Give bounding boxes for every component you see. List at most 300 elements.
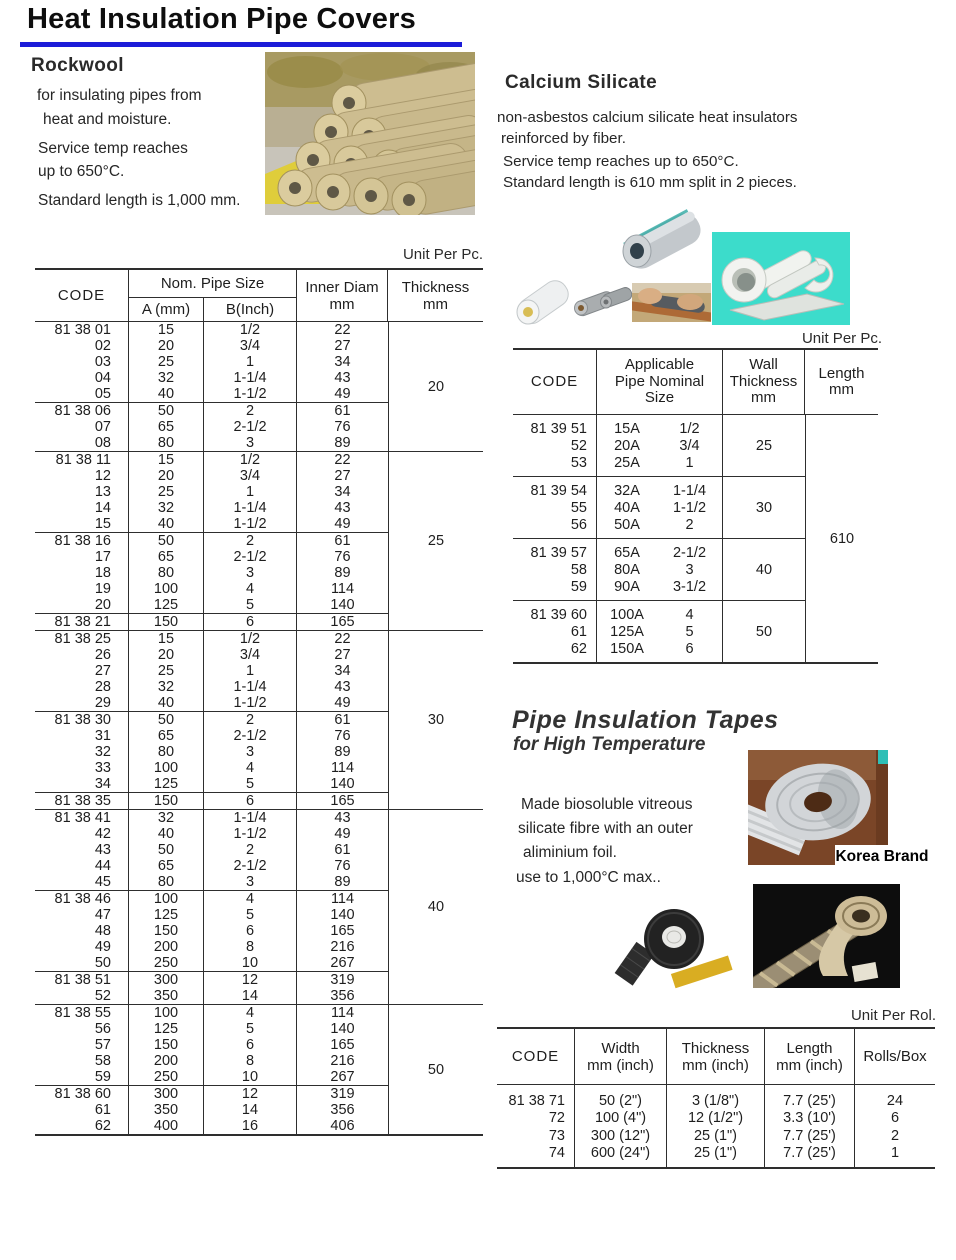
code-subgroup — [35, 792, 388, 809]
table-cell: 58 — [35, 1053, 129, 1069]
header-code: CODE — [497, 1029, 574, 1085]
table-cell: 50 — [129, 712, 204, 728]
table-cell: 5 — [204, 776, 297, 792]
header-rolls-box: Rolls/Box — [855, 1029, 935, 1085]
table-row — [35, 695, 388, 711]
table-cell: 1-1/2 — [204, 695, 297, 711]
table-cell: 25 — [129, 663, 204, 679]
table-cell: 04 — [35, 370, 129, 386]
rockwool-line: for insulating pipes from — [37, 87, 202, 104]
table-cell: 165 — [330, 614, 355, 630]
table-cell: 33 — [35, 760, 129, 776]
table-cell: 74 — [548, 1145, 565, 1162]
table-cell: 319 — [330, 972, 355, 988]
thickness-group — [35, 451, 483, 630]
header-wall-thickness: Wall Thickness mm — [723, 350, 805, 414]
table-cell: 1 — [204, 484, 297, 500]
table-cell: 1 — [204, 663, 297, 679]
table-cell: 20 — [129, 338, 204, 354]
table-cell: 52 — [570, 437, 587, 454]
table-cell: 81 38 35 — [35, 793, 129, 809]
table-cell: 43 — [334, 370, 351, 386]
wall-thickness-group — [513, 538, 805, 600]
table-row — [35, 419, 388, 435]
table-cell: 14 — [204, 988, 297, 1004]
table-cell: 81 38 30 — [35, 712, 129, 728]
table-cell: 300 — [129, 972, 204, 988]
table-cell: 81 38 06 — [35, 403, 129, 419]
tapes-line: Made biosoluble vitreous — [521, 796, 693, 813]
table-cell: 50 — [129, 842, 204, 858]
table-cell: 300 — [129, 1086, 204, 1102]
table-row — [35, 516, 388, 532]
code-subgroup — [35, 971, 388, 1004]
table-cell: 81 38 55 — [35, 1005, 129, 1021]
table-cell: 15 — [129, 631, 204, 647]
table-row — [35, 760, 388, 776]
code-subgroup — [35, 631, 388, 711]
table-cell: 32 — [129, 370, 204, 386]
tape-col-length — [765, 1085, 854, 1167]
calcium-table-body — [513, 415, 878, 664]
table-cell: 150 — [129, 614, 204, 630]
table-row — [35, 614, 388, 630]
table-cell: 89 — [334, 435, 351, 451]
table-cell: 140 — [330, 907, 355, 923]
table-cell: 12 — [35, 468, 129, 484]
table-cell: 32 — [129, 810, 204, 826]
table-row — [35, 338, 388, 354]
table-cell: 50 — [129, 533, 204, 549]
table-cell: 44 — [35, 858, 129, 874]
foil-pipe-cover-photo — [615, 203, 711, 269]
table-cell: 81 39 57 — [530, 544, 587, 561]
table-cell: 42 — [35, 826, 129, 842]
table-cell: 61 — [35, 1102, 129, 1118]
rockwool-line: Standard length is 1,000 mm. — [38, 192, 241, 209]
table-row — [35, 354, 388, 370]
table-cell: 81 38 25 — [35, 631, 129, 647]
header-length: Length mm (inch) — [765, 1029, 854, 1085]
code-subgroup — [35, 810, 388, 890]
header-applicable-size: Applicable Pipe Nominal Size — [597, 350, 723, 414]
table-cell: 2-1/2 — [204, 858, 297, 874]
table-cell: 56 — [35, 1021, 129, 1037]
table-cell: 59 — [35, 1069, 129, 1085]
table-cell: 26 — [35, 647, 129, 663]
table-cell: 3/4 — [204, 647, 297, 663]
table-cell: 2 — [204, 712, 297, 728]
table-cell: 22 — [334, 631, 351, 647]
rockwool-line: up to 650°C. — [38, 163, 125, 180]
table-cell: 08 — [35, 435, 129, 451]
table-row — [35, 810, 388, 826]
table-cell: 165 — [330, 923, 355, 939]
table-cell: 3 — [204, 744, 297, 760]
group-rows — [35, 631, 388, 809]
calcium-line: Standard length is 610 mm split in 2 pieces. — [503, 174, 797, 191]
table-cell: 73 — [548, 1127, 565, 1144]
table-cell: 267 — [330, 955, 355, 971]
code-subgroup — [35, 402, 388, 451]
table-cell: 6 — [204, 793, 297, 809]
calcium-table-groups — [513, 415, 805, 662]
table-cell: 7.7 (25') — [783, 1127, 836, 1144]
table-cell: 29 — [35, 695, 129, 711]
table-cell: 81 38 21 — [35, 614, 129, 630]
table-cell: 81 39 51 — [530, 420, 587, 437]
unit-label-calcium: Unit Per Pc. — [801, 330, 882, 347]
calcium-silicate-heading: Calcium Silicate — [505, 72, 658, 93]
table-cell: 125A 5 — [610, 623, 694, 640]
table-row — [35, 581, 388, 597]
table-cell: 80A 3 — [614, 561, 694, 578]
table-row — [35, 1021, 388, 1037]
table-cell: 50A 2 — [614, 516, 694, 533]
table-cell: 15 — [129, 322, 204, 338]
calcium-silicate-shapes-photo — [712, 232, 850, 325]
table-cell: 25 — [129, 354, 204, 370]
table-cell: 18 — [35, 565, 129, 581]
table-row — [35, 386, 388, 402]
table-row — [35, 403, 388, 419]
page-title: Heat Insulation Pipe Covers — [27, 3, 416, 35]
table-cell: 100 — [129, 1005, 204, 1021]
table-cell: 61 — [334, 842, 351, 858]
group-rows — [35, 452, 388, 630]
table-row — [35, 631, 388, 647]
table-cell: 140 — [330, 776, 355, 792]
table-cell: 1 — [890, 1145, 900, 1162]
black-tape-roll-photo — [612, 903, 740, 993]
table-cell: 81 38 16 — [35, 533, 129, 549]
group-sizes — [597, 477, 723, 538]
table-cell: 43 — [334, 500, 351, 516]
table-cell: 49 — [334, 826, 351, 842]
brand-label: Korea Brand — [835, 845, 929, 868]
table-cell: 49 — [334, 516, 351, 532]
code-subgroup — [35, 452, 388, 532]
table-cell: 100A 4 — [610, 606, 694, 623]
group-sizes — [597, 601, 723, 662]
group-codes — [513, 477, 597, 538]
group-rows — [35, 1005, 388, 1134]
header-inner-diam: Inner Diam mm — [297, 270, 388, 321]
table-row — [35, 1118, 388, 1134]
table-cell: 65A 2-1/2 — [614, 544, 707, 561]
table-cell: 10 — [204, 955, 297, 971]
header-nom-pipe-size: Nom. Pipe Size — [129, 270, 296, 298]
thickness-group — [35, 322, 483, 451]
table-cell: 8 — [204, 939, 297, 955]
table-row — [35, 1069, 388, 1085]
table-cell: 34 — [35, 776, 129, 792]
group-codes — [513, 601, 597, 662]
table-cell: 6 — [204, 1037, 297, 1053]
table-cell: 61 — [334, 403, 351, 419]
table-cell: 3 (1/8") — [691, 1092, 740, 1109]
table-cell: 1 — [204, 354, 297, 370]
table-row — [35, 679, 388, 695]
table-cell: 50 — [35, 955, 129, 971]
table-cell: 81 38 01 — [35, 322, 129, 338]
table-cell: 81 38 46 — [35, 891, 129, 907]
table-cell: 2 — [204, 842, 297, 858]
tapes-subheading: for High Temperature — [513, 734, 706, 755]
table-cell: 76 — [334, 728, 351, 744]
table-cell: 72 — [548, 1110, 565, 1127]
table-cell: 45 — [35, 874, 129, 890]
table-cell: 100 (4") — [594, 1110, 647, 1127]
table-cell: 61 — [570, 623, 587, 640]
table-cell: 81 39 60 — [530, 606, 587, 623]
table-cell: 40 — [129, 695, 204, 711]
table-cell: 81 38 60 — [35, 1086, 129, 1102]
table-cell: 150 — [129, 923, 204, 939]
table-cell: 61 — [334, 712, 351, 728]
group-codes — [513, 415, 597, 476]
calcium-line: reinforced by fiber. — [501, 130, 626, 147]
code-subgroup — [35, 1005, 388, 1085]
table-cell: 59 — [570, 578, 587, 595]
tapes-line: use to 1,000°C max.. — [516, 869, 661, 886]
table-cell: 1/2 — [204, 322, 297, 338]
table-cell: 600 (24") — [590, 1145, 651, 1162]
code-subgroup — [35, 613, 388, 630]
table-cell: 2-1/2 — [204, 728, 297, 744]
table-cell: 350 — [129, 988, 204, 1004]
table-cell: 80 — [129, 744, 204, 760]
table-cell: 2 — [204, 403, 297, 419]
table-cell: 76 — [334, 549, 351, 565]
table-cell: 22 — [334, 452, 351, 468]
table-cell: 4 — [204, 1005, 297, 1021]
table-cell: 200 — [129, 1053, 204, 1069]
table-cell: 250 — [129, 1069, 204, 1085]
table-cell: 90A 3-1/2 — [614, 578, 707, 595]
table-cell: 4 — [204, 760, 297, 776]
table-cell: 12 — [204, 1086, 297, 1102]
table-cell: 165 — [330, 1037, 355, 1053]
table-cell: 40 — [129, 516, 204, 532]
table-cell: 250 — [129, 955, 204, 971]
table-row — [35, 907, 388, 923]
calcium-line: Service temp reaches up to 650°C. — [503, 153, 739, 170]
table-cell: 12 — [204, 972, 297, 988]
wall-thickness-value: 25 — [755, 437, 773, 454]
table-row — [35, 500, 388, 516]
table-cell: 5 — [204, 597, 297, 613]
table-cell: 14 — [204, 1102, 297, 1118]
table-cell: 1-1/4 — [204, 679, 297, 695]
table-cell: 19 — [35, 581, 129, 597]
table-cell: 40 — [129, 386, 204, 402]
table-cell: 28 — [35, 679, 129, 695]
table-cell: 350 — [129, 1102, 204, 1118]
tapes-line: aliminium foil. — [523, 844, 617, 861]
wall-thickness-value: 50 — [755, 623, 773, 640]
table-cell: 80 — [129, 435, 204, 451]
table-cell: 25A 1 — [614, 454, 694, 471]
table-cell: 1-1/4 — [204, 370, 297, 386]
table-cell: 10 — [204, 1069, 297, 1085]
length-value: 610 — [805, 415, 878, 662]
table-row — [35, 923, 388, 939]
table-cell: 4 — [204, 891, 297, 907]
table-cell: 1-1/4 — [204, 810, 297, 826]
table-cell: 07 — [35, 419, 129, 435]
table-row — [35, 1102, 388, 1118]
table-cell: 52 — [35, 988, 129, 1004]
table-cell: 49 — [334, 386, 351, 402]
table-row — [35, 972, 388, 988]
table-cell: 3/4 — [204, 468, 297, 484]
wall-thickness-value: 30 — [755, 499, 773, 516]
header-thickness: Thickness mm (inch) — [667, 1029, 764, 1085]
table-cell: 27 — [334, 468, 351, 484]
table-row — [35, 793, 388, 809]
table-cell: 43 — [334, 679, 351, 695]
rockwool-line: Service temp reaches — [38, 140, 188, 157]
table-cell: 65 — [129, 419, 204, 435]
table-cell: 100 — [129, 581, 204, 597]
group-codes — [513, 539, 597, 600]
thickness-value: 30 — [388, 631, 483, 809]
table-cell: 1-1/2 — [204, 386, 297, 402]
table-cell: 81 38 51 — [35, 972, 129, 988]
table-cell: 7.7 (25') — [783, 1092, 836, 1109]
table-cell: 6 — [890, 1110, 900, 1127]
table-cell: 5 — [204, 1021, 297, 1037]
table-cell: 20A 3/4 — [614, 437, 700, 454]
table-row — [35, 955, 388, 971]
table-cell: 89 — [334, 744, 351, 760]
tapes-line: silicate fibre with an outer — [518, 820, 693, 837]
thickness-group — [35, 630, 483, 809]
table-cell: 7.7 (25') — [783, 1145, 836, 1162]
wall-thickness-group — [513, 415, 805, 476]
table-cell: 80 — [129, 565, 204, 581]
table-cell: 24 — [886, 1092, 904, 1109]
calcium-table — [513, 348, 878, 664]
table-cell: 47 — [35, 907, 129, 923]
table-cell: 5 — [204, 907, 297, 923]
table-row — [35, 776, 388, 792]
table-cell: 267 — [330, 1069, 355, 1085]
table-row — [35, 842, 388, 858]
table-row — [35, 858, 388, 874]
rockwool-heading: Rockwool — [31, 55, 124, 76]
header-width: Width mm (inch) — [575, 1029, 666, 1085]
table-row — [35, 728, 388, 744]
table-cell: 356 — [330, 1102, 355, 1118]
table-cell: 406 — [330, 1118, 355, 1134]
table-cell: 32 — [129, 500, 204, 516]
table-cell: 114 — [330, 891, 355, 907]
header-length: Length mm — [818, 364, 865, 398]
wall-thickness-group — [513, 476, 805, 538]
table-cell: 34 — [334, 663, 351, 679]
table-cell: 43 — [35, 842, 129, 858]
table-cell: 34 — [334, 484, 351, 500]
table-cell: 62 — [570, 640, 587, 657]
table-cell: 55 — [570, 499, 587, 516]
table-row — [35, 1053, 388, 1069]
table-cell: 125 — [129, 1021, 204, 1037]
table-cell: 48 — [35, 923, 129, 939]
table-cell: 43 — [334, 810, 351, 826]
table-row — [35, 322, 388, 338]
table-cell: 76 — [334, 858, 351, 874]
table-cell: 3.3 (10') — [783, 1110, 836, 1127]
tape-col-rolls — [855, 1085, 935, 1167]
table-row — [35, 549, 388, 565]
table-cell: 20 — [129, 468, 204, 484]
table-cell: 2 — [204, 533, 297, 549]
rockwool-photo — [265, 52, 475, 215]
table-cell: 2 — [890, 1127, 900, 1144]
table-cell: 216 — [330, 1053, 355, 1069]
table-cell: 140 — [330, 597, 355, 613]
table-cell: 31 — [35, 728, 129, 744]
table-row — [35, 939, 388, 955]
table-row — [35, 533, 388, 549]
table-cell: 27 — [334, 647, 351, 663]
table-cell: 150 — [129, 793, 204, 809]
table-cell: 81 38 41 — [35, 810, 129, 826]
table-cell: 89 — [334, 565, 351, 581]
header-code: CODE — [513, 350, 597, 414]
title-underline — [20, 42, 462, 47]
table-cell: 114 — [330, 760, 355, 776]
table-cell: 25 — [129, 484, 204, 500]
table-cell: 80 — [129, 874, 204, 890]
thickness-group — [35, 809, 483, 1004]
table-cell: 3/4 — [204, 338, 297, 354]
table-cell: 22 — [334, 322, 351, 338]
table-cell: 15A 1/2 — [614, 420, 700, 437]
table-cell: 150A 6 — [610, 640, 694, 657]
table-row — [35, 1005, 388, 1021]
table-cell: 356 — [330, 988, 355, 1004]
table-cell: 20 — [35, 597, 129, 613]
table-row — [35, 988, 388, 1004]
table-row — [35, 712, 388, 728]
table-cell: 53 — [570, 454, 587, 471]
pipe-wrapping-hands-photo — [632, 283, 711, 322]
tape-col-thickness — [667, 1085, 764, 1167]
table-cell: 15 — [129, 452, 204, 468]
table-cell: 300 (12") — [590, 1127, 651, 1144]
table-cell: 150 — [129, 1037, 204, 1053]
table-cell: 05 — [35, 386, 129, 402]
code-subgroup — [35, 1085, 388, 1134]
table-cell: 34 — [334, 354, 351, 370]
table-row — [35, 1037, 388, 1053]
table-cell: 4 — [204, 581, 297, 597]
table-cell: 100 — [129, 760, 204, 776]
code-subgroup — [35, 711, 388, 792]
table-cell: 165 — [330, 793, 355, 809]
table-cell: 76 — [334, 419, 351, 435]
table-cell: 81 38 11 — [35, 452, 129, 468]
wall-thickness-value: 40 — [755, 561, 773, 578]
table-cell: 57 — [35, 1037, 129, 1053]
foil-tubes-photo — [572, 281, 632, 321]
table-cell: 65 — [129, 858, 204, 874]
header-a-mm: A (mm) — [129, 298, 204, 321]
table-cell: 1-1/2 — [204, 516, 297, 532]
